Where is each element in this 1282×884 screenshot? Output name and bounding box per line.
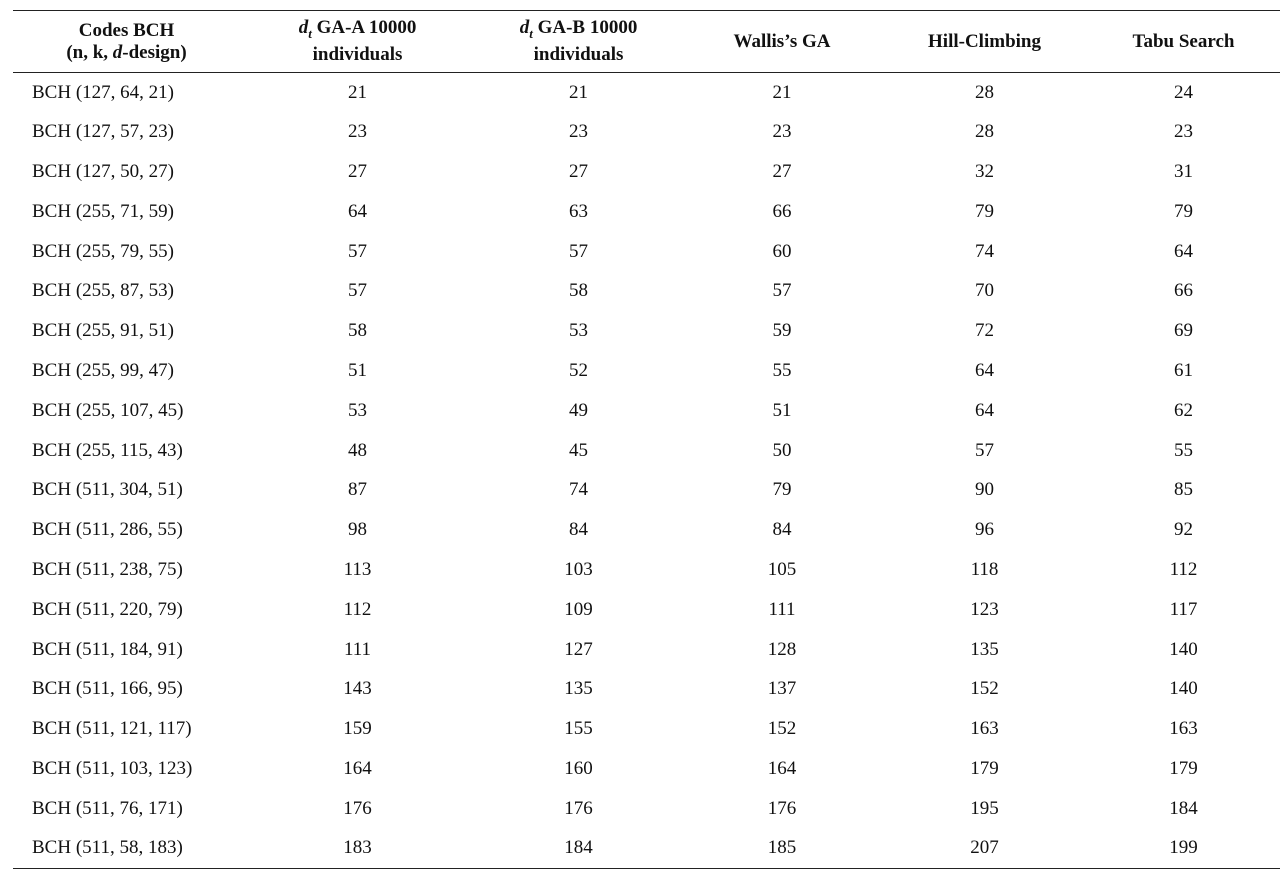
cell-hill-climbing: 70 (975, 280, 994, 302)
header-codes-bch (13, 11, 240, 73)
cell-ga-b: 52 (569, 359, 588, 381)
table-row (13, 669, 1280, 709)
cell-wallis-ga: 23 (772, 121, 792, 143)
cell-ga-b: 160 (564, 757, 593, 779)
cell-code: BCH (511, 103, 123) (32, 757, 193, 779)
header-wallis-ga: Wallis’s GA (682, 11, 882, 73)
header-codes-bch-line1: Codes BCH (78, 19, 175, 41)
cell-hill-climbing: 64 (975, 359, 994, 381)
bch-comparison-table (13, 10, 1280, 869)
header-ga-a-subscript: t (308, 25, 312, 41)
header-tabu-search: Tabu Search (1087, 11, 1280, 73)
cell-wallis-ga: 152 (767, 718, 797, 740)
cell-ga-b: 84 (569, 519, 588, 541)
cell-ga-a: 113 (343, 558, 372, 580)
cell-tabu-search: 23 (1174, 121, 1193, 143)
table-header-row (13, 11, 1280, 73)
cell-tabu-search: 79 (1174, 200, 1193, 222)
header-codes-bch-prefix: (n, k, (66, 41, 113, 63)
cell-ga-a: 176 (343, 797, 372, 819)
cell-ga-b: 63 (569, 200, 588, 222)
cell-wallis-ga: 66 (772, 200, 792, 222)
cell-wallis-ga: 84 (772, 519, 792, 541)
cell-hill-climbing: 152 (970, 678, 999, 700)
header-ga-b-line1 (475, 17, 682, 45)
table-row (13, 470, 1280, 510)
cell-ga-b: 127 (564, 638, 593, 660)
cell-hill-climbing: 123 (970, 598, 999, 620)
cell-ga-b: 23 (569, 121, 588, 143)
cell-ga-a: 112 (343, 598, 372, 620)
cell-code: BCH (127, 64, 21) (32, 81, 174, 103)
cell-hill-climbing: 90 (975, 479, 994, 501)
cell-wallis-ga: 105 (767, 558, 797, 580)
cell-tabu-search: 69 (1174, 320, 1193, 342)
header-ga-a-line1 (240, 17, 475, 45)
table-row (13, 510, 1280, 550)
cell-wallis-ga: 137 (767, 678, 797, 700)
cell-ga-a: 58 (348, 320, 367, 342)
cell-wallis-ga: 51 (772, 399, 792, 421)
table-row (13, 192, 1280, 232)
cell-tabu-search: 112 (1169, 558, 1198, 580)
table-row (13, 431, 1280, 471)
cell-hill-climbing: 28 (975, 121, 994, 143)
cell-tabu-search: 140 (1169, 678, 1198, 700)
header-ga-a-italic-d: d (298, 16, 309, 38)
cell-ga-b: 135 (564, 678, 593, 700)
header-codes-bch-italic-d: d (112, 41, 123, 63)
cell-code: BCH (127, 50, 27) (32, 160, 174, 182)
cell-tabu-search: 92 (1174, 519, 1193, 541)
cell-ga-a: 143 (343, 678, 372, 700)
cell-ga-a: 57 (348, 240, 367, 262)
cell-code: BCH (511, 220, 79) (32, 598, 183, 620)
table-body (13, 73, 1280, 869)
cell-hill-climbing: 79 (975, 200, 994, 222)
table-row (13, 550, 1280, 590)
cell-tabu-search: 24 (1174, 81, 1193, 103)
cell-ga-b: 58 (569, 280, 588, 302)
cell-hill-climbing: 96 (975, 519, 994, 541)
cell-hill-climbing: 28 (975, 81, 994, 103)
cell-tabu-search: 117 (1169, 598, 1198, 620)
cell-tabu-search: 85 (1174, 479, 1193, 501)
cell-code: BCH (255, 99, 47) (32, 359, 174, 381)
cell-wallis-ga: 27 (772, 160, 792, 182)
cell-ga-a: 111 (343, 638, 372, 660)
cell-ga-a: 53 (348, 399, 367, 421)
cell-ga-b: 74 (569, 479, 588, 501)
cell-tabu-search: 31 (1174, 160, 1193, 182)
cell-tabu-search: 64 (1174, 240, 1193, 262)
table-row (13, 749, 1280, 789)
table-row (13, 590, 1280, 630)
cell-tabu-search: 184 (1169, 797, 1198, 819)
table-row (13, 311, 1280, 351)
header-ga-a-rest: GA-A 10000 (311, 16, 417, 38)
cell-ga-a: 21 (348, 81, 367, 103)
cell-wallis-ga: 176 (767, 797, 797, 819)
table-row (13, 351, 1280, 391)
cell-wallis-ga: 79 (772, 479, 792, 501)
cell-code: BCH (255, 71, 59) (32, 200, 174, 222)
cell-wallis-ga: 111 (768, 598, 796, 620)
cell-hill-climbing: 163 (970, 718, 999, 740)
header-ga-a-line2: individuals (312, 44, 403, 66)
table-row (13, 232, 1280, 272)
results-table-container (13, 10, 1280, 869)
cell-ga-b: 49 (569, 399, 588, 421)
header-codes-bch-line2 (13, 42, 240, 64)
cell-wallis-ga: 164 (767, 757, 797, 779)
cell-code: BCH (511, 184, 91) (32, 638, 183, 660)
cell-tabu-search: 66 (1174, 280, 1193, 302)
table-row (13, 152, 1280, 192)
cell-wallis-ga: 128 (767, 638, 797, 660)
cell-ga-a: 48 (348, 439, 367, 461)
table-row (13, 73, 1280, 113)
table-row (13, 829, 1280, 869)
cell-hill-climbing: 32 (975, 160, 994, 182)
cell-ga-b: 57 (569, 240, 588, 262)
cell-hill-climbing: 179 (970, 757, 999, 779)
cell-tabu-search: 55 (1174, 439, 1193, 461)
cell-ga-a: 98 (348, 519, 367, 541)
cell-ga-a: 87 (348, 479, 367, 501)
table-row (13, 271, 1280, 311)
cell-ga-b: 45 (569, 439, 588, 461)
table-row (13, 391, 1280, 431)
cell-wallis-ga: 59 (772, 320, 792, 342)
cell-code: BCH (255, 107, 45) (32, 399, 184, 421)
header-hill-climbing: Hill-Climbing (882, 11, 1087, 73)
cell-ga-a: 159 (343, 718, 372, 740)
cell-tabu-search: 199 (1087, 829, 1280, 869)
cell-wallis-ga: 50 (772, 439, 792, 461)
header-ga-b (475, 11, 682, 73)
cell-ga-b: 155 (564, 718, 593, 740)
cell-hill-climbing: 118 (970, 558, 999, 580)
cell-wallis-ga: 55 (772, 359, 792, 381)
cell-ga-b: 176 (564, 797, 593, 819)
cell-tabu-search: 62 (1174, 399, 1193, 421)
header-ga-b-subscript: t (529, 25, 533, 41)
cell-ga-b: 27 (569, 160, 588, 182)
cell-ga-a: 164 (343, 757, 372, 779)
cell-wallis-ga: 185 (682, 829, 882, 869)
header-ga-b-line2: individuals (533, 44, 624, 66)
cell-ga-a: 51 (348, 359, 367, 381)
cell-tabu-search: 179 (1169, 757, 1198, 779)
table-row (13, 112, 1280, 152)
cell-ga-b: 109 (564, 598, 593, 620)
header-ga-a (240, 11, 475, 73)
cell-code: BCH (511, 121, 117) (32, 718, 192, 740)
table-row (13, 789, 1280, 829)
header-ga-b-italic-d: d (519, 16, 530, 38)
cell-wallis-ga: 60 (772, 240, 792, 262)
cell-code: BCH (511, 76, 171) (32, 797, 183, 819)
cell-wallis-ga: 57 (772, 280, 792, 302)
cell-ga-a: 27 (348, 160, 367, 182)
cell-tabu-search: 61 (1174, 359, 1193, 381)
header-ga-b-rest: GA-B 10000 (532, 16, 638, 38)
cell-hill-climbing: 72 (975, 320, 994, 342)
cell-ga-a: 183 (240, 829, 475, 869)
cell-code: BCH (511, 166, 95) (32, 678, 183, 700)
cell-ga-a: 57 (348, 280, 367, 302)
cell-hill-climbing: 74 (975, 240, 994, 262)
cell-code: BCH (127, 57, 23) (32, 121, 174, 143)
cell-tabu-search: 140 (1169, 638, 1198, 660)
cell-ga-b: 184 (475, 829, 682, 869)
cell-code: BCH (511, 58, 183) (13, 829, 240, 869)
cell-code: BCH (255, 115, 43) (32, 439, 183, 461)
cell-ga-a: 23 (348, 121, 367, 143)
cell-code: BCH (255, 87, 53) (32, 280, 174, 302)
cell-code: BCH (255, 91, 51) (32, 320, 174, 342)
cell-ga-b: 53 (569, 320, 588, 342)
cell-hill-climbing: 57 (975, 439, 994, 461)
cell-hill-climbing: 195 (970, 797, 999, 819)
header-codes-bch-suffix: -design) (122, 41, 187, 63)
cell-code: BCH (255, 79, 55) (32, 240, 174, 262)
table-row (13, 709, 1280, 749)
cell-ga-a: 64 (348, 200, 367, 222)
cell-code: BCH (511, 238, 75) (32, 558, 183, 580)
cell-ga-b: 103 (564, 558, 593, 580)
cell-code: BCH (511, 304, 51) (32, 479, 183, 501)
cell-hill-climbing: 207 (882, 829, 1087, 869)
table-row (13, 630, 1280, 670)
cell-ga-b: 21 (569, 81, 588, 103)
cell-wallis-ga: 21 (772, 81, 792, 103)
cell-hill-climbing: 135 (970, 638, 999, 660)
cell-hill-climbing: 64 (975, 399, 994, 421)
cell-code: BCH (511, 286, 55) (32, 519, 183, 541)
cell-tabu-search: 163 (1169, 718, 1198, 740)
